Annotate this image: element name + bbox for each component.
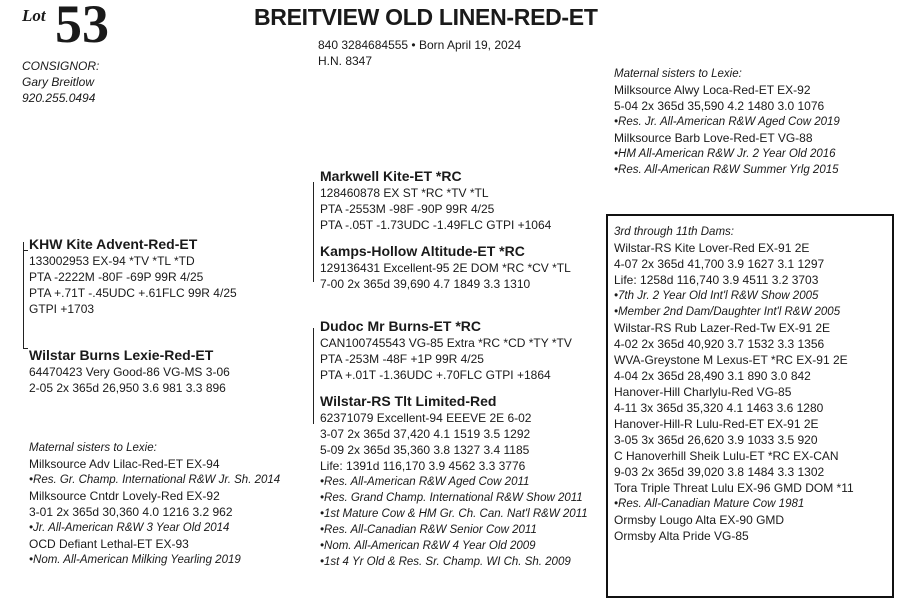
consignor-phone: 920.255.0494 bbox=[22, 91, 96, 105]
sire-sire-name: Markwell Kite-ET *RC bbox=[320, 168, 462, 184]
cow-record-line: OCD Defiant Lethal-ET EX-93 bbox=[29, 537, 189, 551]
detail-line: PTA -253M -48F +1P 99R 4/25 bbox=[320, 352, 484, 366]
detail-line: 64470423 Very Good-86 VG-MS 3-06 bbox=[29, 365, 230, 379]
cow-record-line: 4-07 2x 365d 41,700 3.9 1627 3.1 1297 bbox=[614, 257, 825, 271]
dam-block bbox=[29, 346, 230, 396]
sire-dam-name: Kamps-Hollow Altitude-ET *RC bbox=[320, 243, 525, 259]
honor-line: •Member 2nd Dam/Daughter Int'l R&W 2005 bbox=[614, 306, 841, 318]
cow-record-line: Ormsby Lougo Alta EX-90 GMD bbox=[614, 513, 785, 527]
honor-line: •HM All-American R&W Jr. 2 Year Old 2016 bbox=[614, 148, 836, 160]
cow-record-line: Milksource Adv Lilac-Red-ET EX-94 bbox=[29, 457, 220, 471]
sire-bracket bbox=[23, 242, 24, 348]
lot-label: Lot bbox=[22, 6, 46, 25]
cow-record-line: Life: 1258d 116,740 3.9 4511 3.2 3703 bbox=[614, 273, 819, 287]
consignor-name: Gary Breitlow bbox=[22, 75, 95, 89]
honor-line: •Res. Gr. Champ. International R&W Jr. Sh. 2014 bbox=[29, 474, 281, 486]
dam-connector bbox=[23, 348, 28, 349]
dam-dam-block bbox=[320, 392, 588, 570]
dams-box-heading: 3rd through 11th Dams: bbox=[614, 226, 734, 238]
cow-record-line: Hanover-Hill Charlylu-Red VG-85 bbox=[614, 385, 792, 399]
dam-dam-details bbox=[320, 410, 588, 474]
honor-line: •Res. Grand Champ. International R&W Show 2011 bbox=[320, 492, 583, 504]
dams-box-content bbox=[614, 224, 854, 544]
cow-record-line: Wilstar-RS Rub Lazer-Red-Tw EX-91 2E bbox=[614, 321, 831, 335]
dam-sire-block bbox=[320, 317, 572, 383]
maternal-sisters-list bbox=[614, 82, 840, 178]
cow-record-line: Milksource Alwy Loca-Red-ET EX-92 bbox=[614, 83, 811, 97]
page-title: BREITVIEW OLD LINEN-RED-ET bbox=[254, 4, 598, 30]
maternal-sisters-list bbox=[29, 456, 280, 568]
detail-line: 7-00 2x 365d 39,690 4.7 1849 3.3 1310 bbox=[320, 277, 531, 291]
dam-parents-bracket bbox=[313, 328, 314, 424]
detail-line: PTA +.71T -.45UDC +.61FLC 99R 4/25 bbox=[29, 286, 237, 300]
honor-line: •Res. All-American R&W Summer Yrlg 2015 bbox=[614, 164, 839, 176]
cow-record-line: 3-05 3x 365d 26,620 3.9 1033 3.5 920 bbox=[614, 433, 818, 447]
maternal-sisters-heading: Maternal sisters to Lexie: bbox=[29, 442, 157, 454]
honor-line: •Jr. All-American R&W 3 Year Old 2014 bbox=[29, 522, 230, 534]
dam-dam-name: Wilstar-RS Tlt Limited-Red bbox=[320, 393, 497, 409]
cow-record-line: Hanover-Hill-R Lulu-Red-ET EX-91 2E bbox=[614, 417, 819, 431]
honor-line: •1st 4 Yr Old & Res. Sr. Champ. WI Ch. Sh. 2009 bbox=[320, 556, 571, 568]
detail-line: Life: 1391d 116,170 3.9 4562 3.3 3776 bbox=[320, 459, 526, 473]
dams-list bbox=[614, 240, 854, 544]
cow-record-line: Wilstar-RS Kite Lover-Red EX-91 2E bbox=[614, 241, 810, 255]
detail-line: PTA -2222M -80F -69P 99R 4/25 bbox=[29, 270, 204, 284]
sire-dam-block bbox=[320, 242, 571, 292]
sire-details bbox=[29, 253, 237, 317]
detail-line: 133002953 EX-94 *TV *TL *TD bbox=[29, 254, 195, 268]
detail-line: 62371079 Excellent-94 EEEVE 2E 6-02 bbox=[320, 411, 532, 425]
honor-line: •1st Mature Cow & HM Gr. Ch. Can. Nat'l R&W 2011 bbox=[320, 508, 588, 520]
detail-line: 2-05 2x 365d 26,950 3.6 981 3.3 896 bbox=[29, 381, 226, 395]
sire-sire-details bbox=[320, 185, 551, 233]
cow-record-line: Milksource Barb Love-Red-ET VG-88 bbox=[614, 131, 813, 145]
cow-record-line: 4-11 3x 365d 35,320 4.1 1463 3.6 1280 bbox=[614, 401, 824, 415]
dam-dam-honors bbox=[320, 474, 588, 570]
consignor-label: CONSIGNOR: bbox=[22, 59, 100, 73]
cow-record-line: 4-04 2x 365d 28,490 3.1 890 3.0 842 bbox=[614, 369, 811, 383]
sire-connector bbox=[23, 250, 28, 251]
maternal-sisters-heading: Maternal sisters to Lexie: bbox=[614, 68, 742, 80]
maternal-sisters-left bbox=[29, 440, 280, 568]
dam-name: Wilstar Burns Lexie-Red-ET bbox=[29, 347, 214, 363]
honor-line: •Res. All-Canadian R&W Senior Cow 2011 bbox=[320, 524, 537, 536]
honor-line: •Nom. All-American Milking Yearling 2019 bbox=[29, 554, 241, 566]
cow-record-line: Milksource Cntdr Lovely-Red EX-92 bbox=[29, 489, 220, 503]
detail-line: 5-09 2x 365d 35,360 3.8 1327 3.4 1185 bbox=[320, 443, 530, 457]
sire-block bbox=[29, 235, 237, 317]
detail-line: 3-07 2x 365d 37,420 4.1 1519 3.5 1292 bbox=[320, 427, 531, 441]
sire-parents-bracket bbox=[313, 182, 314, 282]
cow-record-line: 9-03 2x 365d 39,020 3.8 1484 3.3 1302 bbox=[614, 465, 825, 479]
honor-line: •Res. All-American R&W Aged Cow 2011 bbox=[320, 476, 530, 488]
detail-line: PTA +.01T -1.36UDC +.70FLC GTPI +1864 bbox=[320, 368, 551, 382]
cow-record-line: WVA-Greystone M Lexus-ET *RC EX-91 2E bbox=[614, 353, 848, 367]
cow-record-line: Tora Triple Threat Lulu EX-96 GMD DOM *11 bbox=[614, 481, 854, 495]
detail-line: PTA -.05T -1.73UDC -1.49FLC GTPI +1064 bbox=[320, 218, 552, 232]
dam-sire-details bbox=[320, 335, 572, 383]
herd-number: H.N. 8347 bbox=[318, 54, 373, 68]
registration-line: 840 3284684555 • Born April 19, 2024 bbox=[318, 38, 522, 52]
detail-line: 128460878 EX ST *RC *TV *TL bbox=[320, 186, 489, 200]
detail-line: CAN100745543 VG-85 Extra *RC *CD *TY *TV bbox=[320, 336, 572, 350]
honor-line: •Res. Jr. All-American R&W Aged Cow 2019 bbox=[614, 116, 840, 128]
dam-sire-name: Dudoc Mr Burns-ET *RC bbox=[320, 318, 481, 334]
cow-record-line: 5-04 2x 365d 35,590 4.2 1480 3.0 1076 bbox=[614, 99, 825, 113]
dam-details bbox=[29, 364, 230, 396]
detail-line: PTA -2553M -98F -90P 99R 4/25 bbox=[320, 202, 495, 216]
detail-line: 129136431 Excellent-95 2E DOM *RC *CV *TL bbox=[320, 261, 571, 275]
consignor-block bbox=[22, 58, 99, 106]
cow-record-line: 4-02 2x 365d 40,920 3.7 1532 3.3 1356 bbox=[614, 337, 825, 351]
sire-name: KHW Kite Advent-Red-ET bbox=[29, 236, 198, 252]
detail-line: GTPI +1703 bbox=[29, 302, 95, 316]
cow-record-line: Ormsby Alta Pride VG-85 bbox=[614, 529, 749, 543]
honor-line: •Nom. All-American R&W 4 Year Old 2009 bbox=[320, 540, 536, 552]
cow-record-line: C Hanoverhill Sheik Lulu-ET *RC EX-CAN bbox=[614, 449, 839, 463]
sire-sire-block bbox=[320, 167, 551, 233]
cow-record-line: 3-01 2x 365d 30,360 4.0 1216 3.2 962 bbox=[29, 505, 233, 519]
honor-line: •Res. All-Canadian Mature Cow 1981 bbox=[614, 498, 805, 510]
honor-line: •7th Jr. 2 Year Old Int'l R&W Show 2005 bbox=[614, 290, 819, 302]
maternal-sisters-right bbox=[614, 66, 840, 178]
sire-dam-details bbox=[320, 260, 571, 292]
lot-number: 53 bbox=[55, 0, 109, 54]
